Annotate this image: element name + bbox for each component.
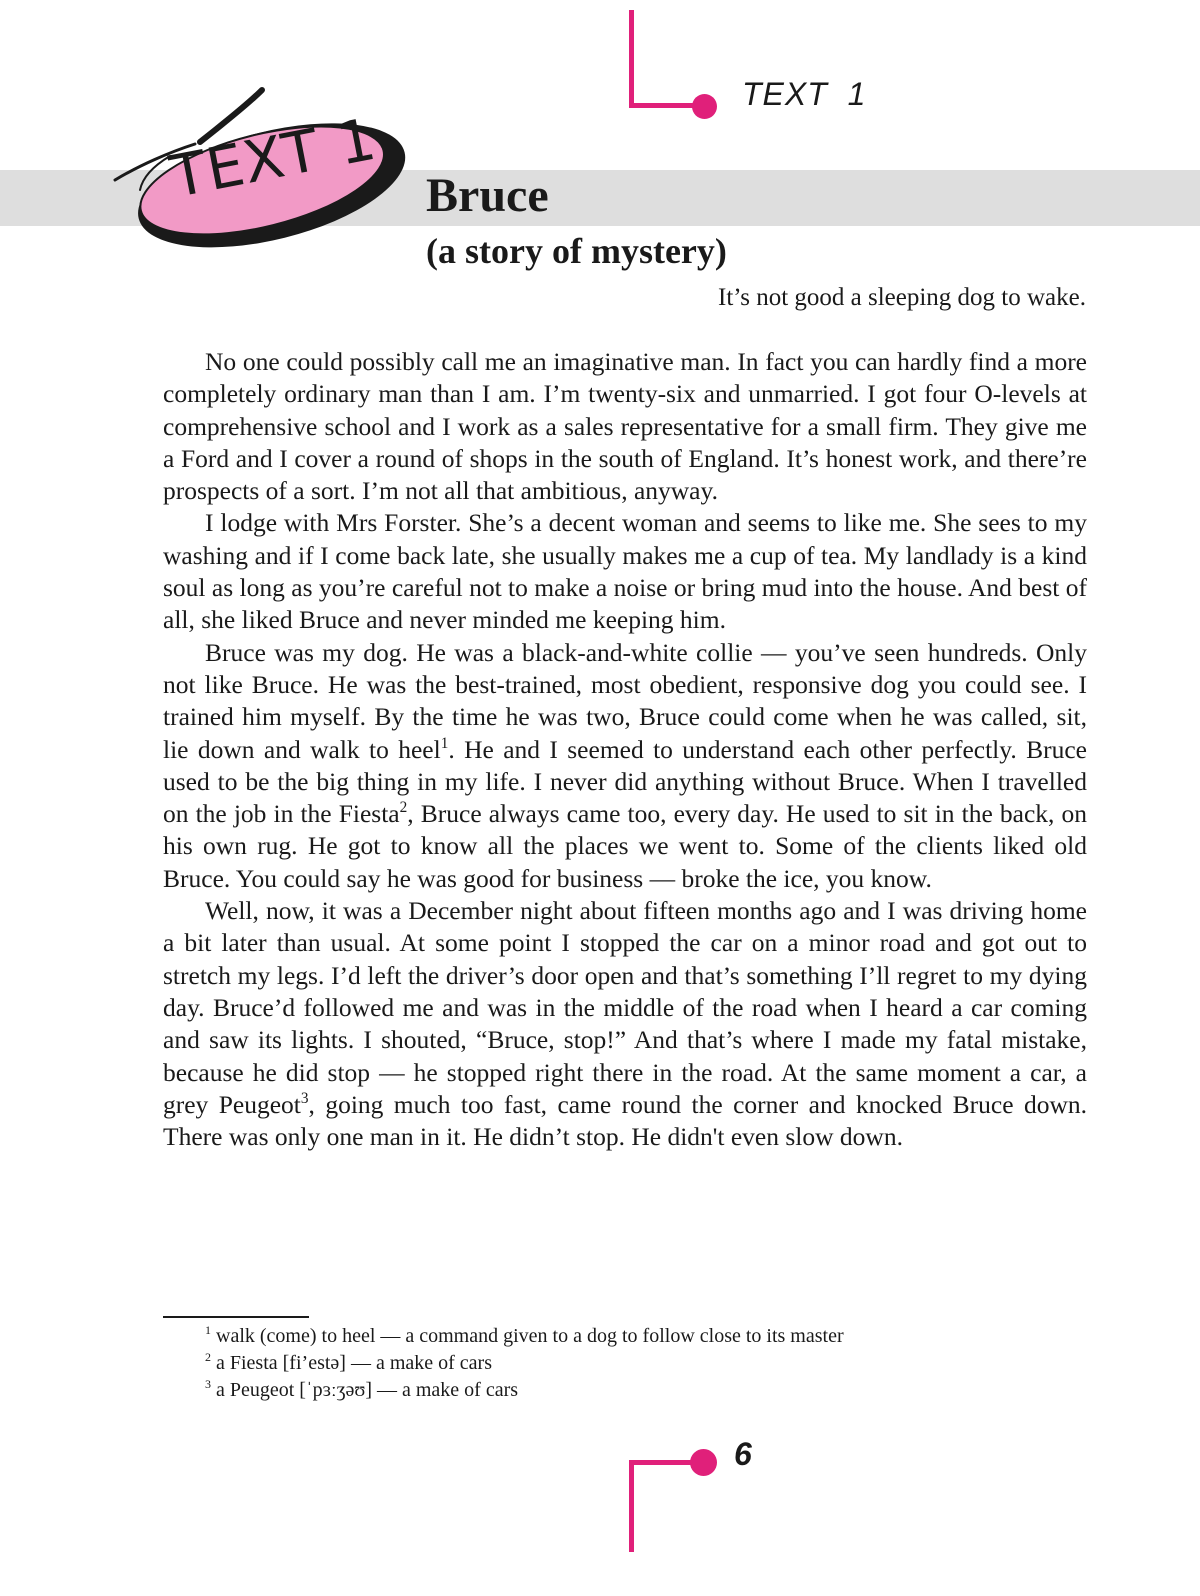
footnote-marker: 1: [440, 734, 449, 752]
epigraph: It’s not good a sleeping dog to wake.: [718, 284, 1086, 311]
footnote-marker: 2: [399, 799, 408, 817]
paragraph-text: Bruce was my dog. He was a black-and-white collie — you’ve seen hundreds. Only not like Bruce. He was the best-trained, most obedient, responsive dog you could see. I trained him myself. By the time he was two, Bruce could come when he was called, sit, lie down and walk to heel: [163, 637, 1087, 764]
paragraph-text: , Bruce always came too, every day. He used to sit in the back, on his own rug. He got to know all the places we went to. Some of the clients liked old Bruce. You could say he was good for business — broke the ice, you know.: [163, 799, 1088, 893]
footer-rule-vertical: [629, 1460, 634, 1552]
page-number: 6: [734, 1436, 752, 1472]
footnote-number: 1: [205, 1323, 211, 1338]
footer-dot: [690, 1449, 717, 1476]
paragraph: [163, 507, 1087, 636]
paragraph-text: No one could possibly call me an imaginative man. In fact you can hardly find a more completely ordinary man than I am. I’m twenty-six and unmarried. I got four O-levels at comprehensive school and I work as a sales representative for a small firm. They give me a Ford and I cover a round of shops in the south of England. It’s honest work, and there’re prospects of a sort. I’m not all that ambitious, anyway.: [163, 347, 1087, 506]
header-dot: [692, 94, 717, 119]
footnote: [205, 1323, 844, 1350]
badge-label: TEXT 1: [165, 104, 382, 211]
footnote-number: 2: [205, 1350, 211, 1365]
paragraph-text: Well, now, it was a December night about fifteen months ago and I was driving home a bit later than usual. At some point I stopped the car on a minor road and got out to stretch my legs. I’d left the driver’s door open and that’s something I’ll regret to my dying day. Bruce’d followed me and was in the middle of the road when I heard a car coming and saw its lights. I shouted, “Bruce, stop!” And that’s where I made my fatal mistake, because he did stop — he stopped right there in the road. At the same moment a car, a grey Peugeot: [163, 896, 1087, 1119]
footnote-text: walk (come) to heel — a command given to a dog to follow close to its master: [211, 1325, 844, 1347]
footnote: [205, 1350, 844, 1377]
story-body: [163, 346, 1087, 1153]
footnote: [205, 1377, 844, 1404]
paragraph-text: I lodge with Mrs Forster. She’s a decent woman and seems to like me. She sees to my washing and if I come back late, she usually makes me a cup of tea. My landlady is a kind soul as long as you’re careful not to make a noise or bring mud into the house. And best of all, she liked Bruce and never minded me keeping him.: [163, 508, 1087, 635]
footnote-marker: 3: [300, 1089, 309, 1107]
footnote-rule: [163, 1316, 309, 1318]
running-header: TEXT 1: [742, 76, 867, 112]
header-rule-vertical: [629, 10, 634, 108]
paragraph: [163, 895, 1087, 1153]
page-title: Bruce: [426, 169, 549, 222]
footnotes: [205, 1323, 844, 1404]
paragraph: [163, 637, 1087, 895]
footnote-text: a Fiesta [fi’estə] — a make of cars: [211, 1352, 492, 1374]
footnote-text: a Peugeot [ˈpɜːʒəʊ] — a make of cars: [211, 1379, 519, 1401]
footnote-number: 3: [205, 1377, 211, 1392]
subtitle: (a story of mystery): [426, 231, 727, 271]
paragraph-text: . He and I seemed to understand each other perfectly. Bruce used to be the big thing in my life. I never did anything without Bruce. When I travelled on the job in the Fiesta: [163, 734, 1087, 829]
paragraph-text: , going much too fast, came round the corner and knocked Bruce down. There was only one man in it. He didn’t stop. He didn't even slow down.: [163, 1089, 1087, 1152]
paragraph: [163, 346, 1087, 507]
